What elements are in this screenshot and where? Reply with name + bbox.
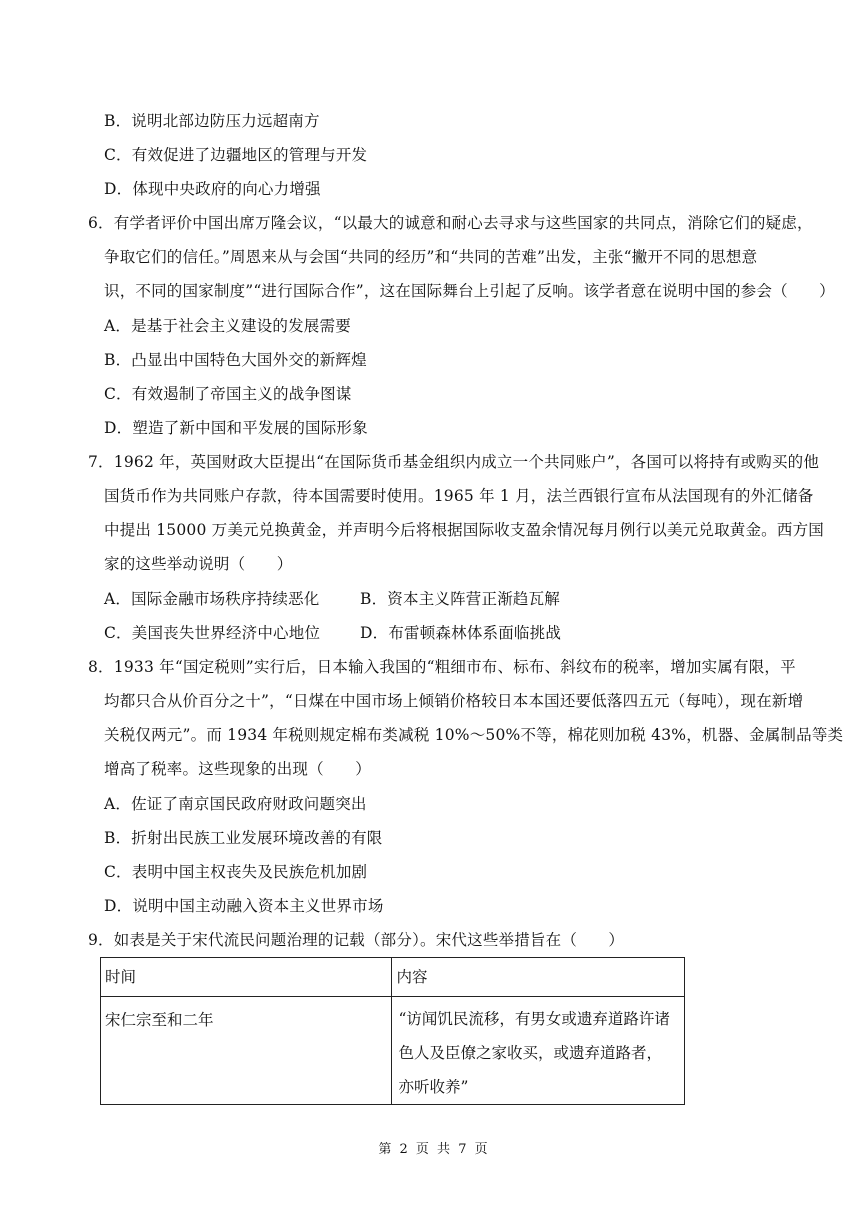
q7-stem-line-2: 国货币作为共同账户存款，待本国需要时使用。1965 年 1 月，法兰西银行宣布从法国现有的外汇储备 xyxy=(104,487,814,505)
table-header-content: 内容 xyxy=(392,958,685,997)
q6-stem-line-2: 争取它们的信任。”周恩来从与会国“共同的经历”和“共同的苦难”出发，主张“撇开不同的思想意 xyxy=(104,248,758,266)
table-header-time: 时间 xyxy=(101,958,392,997)
q8-stem-line-3: 关税仅两元”。而 1934 年税则规定棉布类减税 10%～50%不等，棉花则加税 43%，机器、金属制品等类 xyxy=(104,726,844,744)
q7-option-d: D．布雷顿森林体系面临挑战 xyxy=(360,624,562,642)
q6-stem-line-3: 识，不同的国家制度”“进行国际合作”，这在国际舞台上引起了反响。该学者意在说明中国的参会（ ） xyxy=(104,282,835,300)
table-cell-content: “访闻饥民流移，有男女或遗弃道路许诸色人及臣僚之家收买，或遗弃道路者，亦听收养” xyxy=(392,997,685,1105)
q9-table xyxy=(100,957,685,1105)
q6-option-c: C．有效遏制了帝国主义的战争图谋 xyxy=(104,385,352,403)
q9-stem: 9．如表是关于宋代流民问题治理的记载（部分）。宋代这些举措旨在（ ） xyxy=(88,931,625,949)
q6-option-d: D．塑造了新中国和平发展的国际形象 xyxy=(104,419,368,437)
page-footer: 第 2 页 共 7 页 xyxy=(378,1142,490,1157)
q7-option-b: B．资本主义阵营正渐趋瓦解 xyxy=(360,590,560,608)
q5-option-c: C．有效促进了边疆地区的管理与开发 xyxy=(104,146,368,164)
q5-option-b: B．说明北部边防压力远超南方 xyxy=(104,112,320,130)
q8-stem-line-4: 增高了税率。这些现象的出现（ ） xyxy=(104,760,371,778)
table-row xyxy=(101,997,685,1105)
q6-stem-line-1: 6．有学者评价中国出席万隆会议，“以最大的诚意和耐心去寻求与这些国家的共同点，消除它们的疑虑， xyxy=(88,214,813,232)
q8-option-d: D．说明中国主动融入资本主义世界市场 xyxy=(104,897,384,915)
q8-stem-line-1: 8．1933 年“国定税则”实行后，日本输入我国的“粗细市布、标布、斜纹布的税率，增加实属有限，平 xyxy=(88,658,796,676)
q7-stem-line-3: 中提出 15000 万美元兑换黄金，并声明今后将根据国际收支盈余情况每月例行以美元兑取黄金。西方国 xyxy=(104,521,824,539)
q5-option-d: D．体现中央政府的向心力增强 xyxy=(104,180,321,198)
q8-option-b: B．折射出民族工业发展环境改善的有限 xyxy=(104,829,383,847)
q8-stem-line-2: 均都只合从价百分之十”，“日煤在中国市场上倾销价格较日本本国还要低落四五元（每吨），现在新增 xyxy=(104,692,804,710)
q7-option-c: C．美国丧失世界经济中心地位 xyxy=(104,624,321,642)
q8-option-a: A．佐证了南京国民政府财政问题突出 xyxy=(104,795,367,813)
q7-stem-line-1: 7．1962 年，英国财政大臣提出“在国际货币基金组织内成立一个共同账户”，各国可以将持有或购买的他 xyxy=(88,453,820,471)
q6-option-b: B．凸显出中国特色大国外交的新辉煌 xyxy=(104,351,367,369)
q7-option-a: A．国际金融市场秩序持续恶化 xyxy=(104,590,320,608)
q8-option-c: C．表明中国主权丧失及民族危机加剧 xyxy=(104,863,368,881)
q6-option-a: A．是基于社会主义建设的发展需要 xyxy=(104,317,351,335)
q7-stem-line-4: 家的这些举动说明（ ） xyxy=(104,555,293,573)
table-cell-time: 宋仁宗至和二年 xyxy=(101,997,392,1105)
